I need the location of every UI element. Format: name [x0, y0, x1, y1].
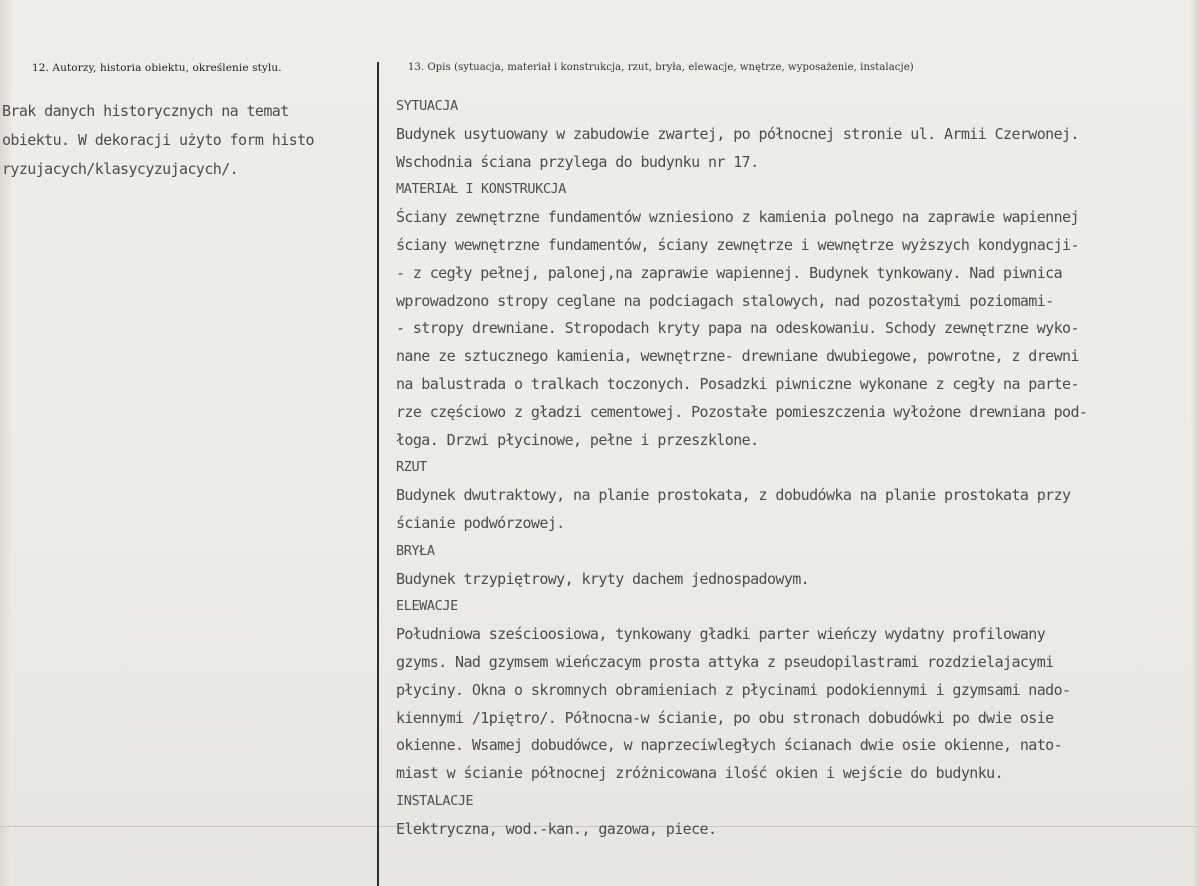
description-text-line: Budynek trzypiętrowy, kryty dachem jednospadowym. — [396, 569, 810, 588]
section-heading: SYTUACJA — [396, 98, 458, 114]
section-heading: MATERIAŁ I KONSTRUKCJA — [396, 181, 567, 198]
section-heading: ELEWACJE — [396, 598, 458, 615]
description-text-line: okienne. Wsamej dobudówce, w naprzeciwległych ścianach dwie osie okienne, nato- — [396, 736, 1063, 755]
history-text-line: ryzujacych/klasycyzujacych/. — [2, 160, 239, 178]
history-column — [2, 97, 372, 184]
description-text-line: łoga. Drzwi płycinowe, pełne i przeszklone. — [396, 430, 759, 449]
description-text-line: gzyms. Nad gzymsem wieńczacym prosta attyka z pseudopilastrami rozdzielajacymi — [396, 652, 1054, 671]
description-text-line: kiennymi /1piętro/. Północna-w ścianie, po obu stronach dobudówki po dwie osie — [396, 708, 1054, 727]
description-text-line: nane ze sztucznego kamienia, wewnętrzne- drewniane dwubiegowe, powrotne, z drewni — [396, 347, 1079, 366]
history-text-line: obiektu. W dekoracji użyto form histo — [2, 131, 314, 149]
description-text-line: Ściany zewnętrzne fundamentów wzniesiono z kamienia polnego na zaprawie wapiennej — [396, 208, 1079, 227]
section-heading: RZUT — [396, 459, 427, 476]
description-text-line: miast w ścianie północnej zróżnicowana ilość okien i wejście do budynku. — [396, 764, 1004, 783]
section-12-header: 12. Autorzy, historia obiektu, określenie stylu. — [32, 62, 282, 74]
description-text-line: - z cegły pełnej, palonej,na zaprawie wapiennej. Budynek tynkowany. Nad piwnica — [396, 263, 1063, 282]
column-divider — [377, 62, 379, 886]
description-text-line: Wschodnia ściana przylega do budynku nr 17. — [396, 152, 759, 171]
description-text-line: ściany wewnętrzne fundamentów, ściany zewnętrze i wewnętrze wyższych kondygnacji- — [396, 235, 1079, 254]
section-13-header: 13. Opis (sytuacja, materiał i konstrukcja, rzut, bryła, elewacje, wnętrze, wyposażenie, instalacje) — [408, 62, 914, 73]
description-text-line: ścianie podwórzowej. — [396, 513, 565, 532]
description-text-line: Budynek usytuowany w zabudowie zwartej, po północnej stronie ul. Armii Czerwonej. — [396, 124, 1079, 143]
description-text-line: Budynek dwutraktowy, na planie prostokata, z dobudówka na planie prostokata przy — [396, 486, 1071, 505]
section-heading: INSTALACJE — [396, 792, 474, 809]
description-text-line: na balustrada o tralkach toczonych. Posadzki piwniczne wykonane z cegły na parte- — [396, 374, 1079, 393]
section-heading: BRYŁA — [396, 542, 435, 559]
description-column — [396, 93, 1196, 844]
description-text-line: Południowa sześcioosiowa, tynkowany gładki parter wieńczy wydatny profilowany — [396, 625, 1046, 644]
description-text-line: rze częściowo z gładzi cementowej. Pozostałe pomieszczenia wyłożone drewniana pod- — [396, 402, 1088, 421]
description-text-line: - stropy drewniane. Stropodach kryty papa na odeskowaniu. Schody zewnętrzne wyko- — [396, 319, 1079, 338]
description-text-line: wprowadzono stropy ceglane na podciagach stalowych, nad pozostałymi poziomami- — [396, 291, 1054, 310]
description-text-line: płyciny. Okna o skromnych obramieniach z płycinami podokiennymi i gzymsami nado- — [396, 680, 1071, 699]
description-text-line: Elektryczna, wod.-kan., gazowa, piece. — [396, 819, 717, 838]
history-text-line: Brak danych historycznych na temat — [2, 102, 289, 120]
